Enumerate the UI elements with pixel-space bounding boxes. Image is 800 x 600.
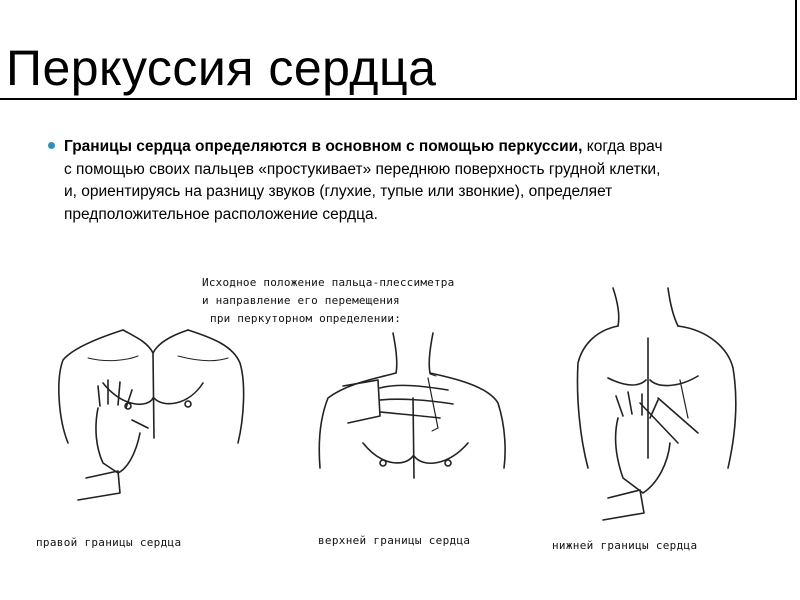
caption-upper-border: верхней границы сердца xyxy=(318,534,471,547)
bullet-dot-icon xyxy=(48,142,55,149)
figure-header-line-2: и направление его перемещения xyxy=(202,294,400,307)
bullet-regular-text: когда врач с помощью своих пальцев «простукивает» переднюю поверхность грудной клетки, и, ориентируясь на разницу звуков (глухие, тупые или звонкие), определяет предположительное расположение сердца. xyxy=(64,138,663,223)
figure-header-line-1: Исходное положение пальца-плессиметра xyxy=(202,276,455,289)
bullet-text xyxy=(64,136,668,226)
caption-right-border: правой границы сердца xyxy=(36,536,182,549)
bullet-bold-text: Границы сердца определяются в основном с помощью перкуссии, xyxy=(64,138,583,155)
bullet-paragraph xyxy=(48,136,668,226)
figure-header-line-3: при перкуторном определении: xyxy=(210,312,402,325)
title-bar xyxy=(0,0,797,100)
caption-lower-border: нижней границы сердца xyxy=(552,539,698,552)
torso-right-border-illustration xyxy=(59,330,244,500)
percussion-figure xyxy=(28,268,765,560)
slide-title: Перкуссия сердца xyxy=(6,40,437,96)
torso-lower-border-illustration xyxy=(577,288,735,520)
torso-upper-border-illustration xyxy=(319,333,505,478)
